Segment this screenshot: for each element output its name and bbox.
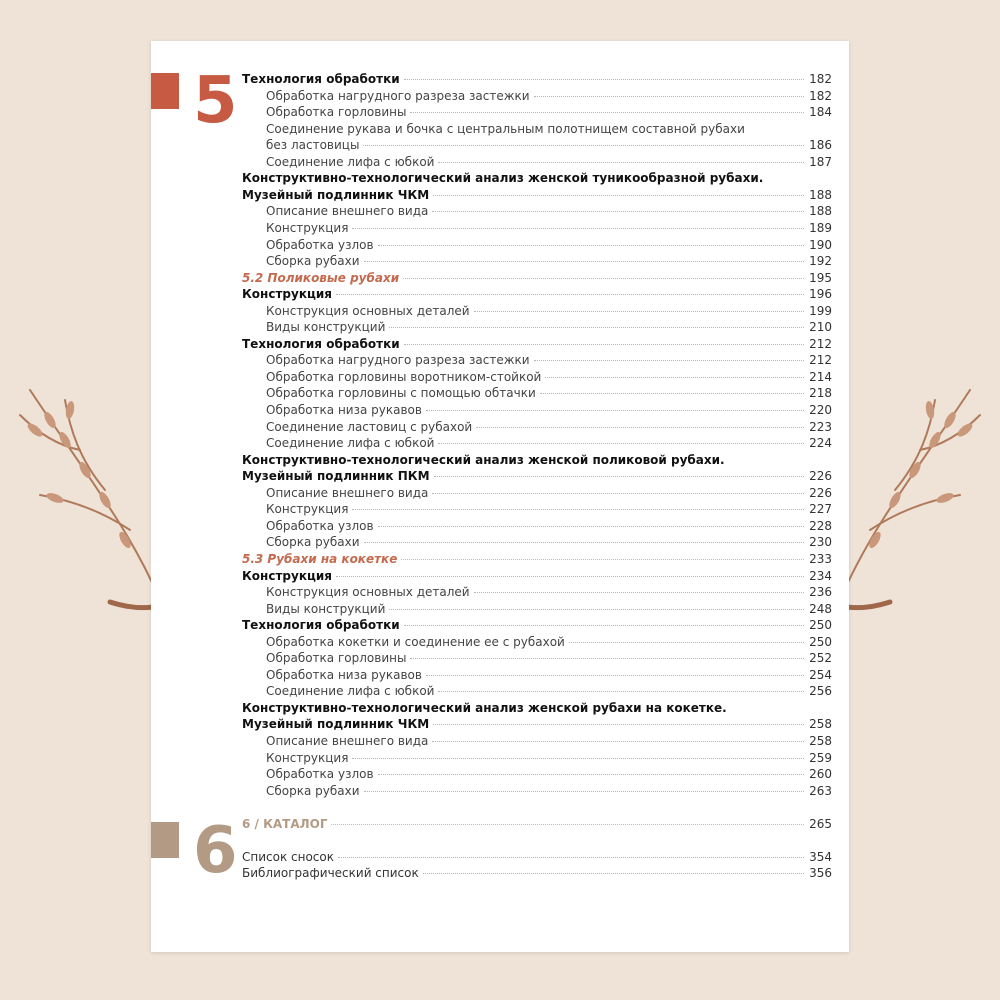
- toc-leader-dots: [403, 278, 804, 279]
- toc-leader-dots: [352, 228, 804, 229]
- toc-entry-title: Обработка нагрудного разреза застежки: [266, 353, 530, 368]
- toc-entry-title: Список сносок: [242, 849, 334, 864]
- toc-leader-dots: [338, 857, 804, 858]
- toc-entry-title: Обработка кокетки и соединение ее с рубахой: [266, 634, 565, 649]
- toc-entry: [242, 369, 832, 386]
- toc-entry-title: Библиографический список: [242, 866, 419, 881]
- toc-entry: [242, 203, 832, 220]
- toc-leader-dots: [336, 294, 804, 295]
- toc-leader-dots: [438, 443, 804, 444]
- toc-page-number: 250: [809, 618, 832, 633]
- toc-page-number: 234: [809, 568, 832, 583]
- toc-entry-title: Обработка горловины воротником-стойкой: [266, 369, 542, 384]
- toc-entry: [242, 137, 832, 154]
- toc-page-number: 259: [809, 750, 832, 765]
- toc-leader-dots: [423, 873, 804, 874]
- toc-entry-title: Обработка узлов: [266, 767, 374, 782]
- toc-leader-dots: [426, 675, 804, 676]
- toc-page-number: 354: [809, 849, 832, 864]
- toc-page-number: 227: [809, 502, 832, 517]
- toc-entry-title: Музейный подлинник ЧКМ: [242, 717, 430, 732]
- toc-entry: [242, 352, 832, 369]
- toc-entry-title: Соединение лифа с юбкой: [266, 154, 435, 169]
- toc-entry: [242, 485, 832, 502]
- toc-entry-title: 5.3 Рубахи на кокетке: [242, 551, 398, 566]
- toc-leader-dots: [404, 625, 804, 626]
- toc-entry-title: Соединение лифа с юбкой: [266, 684, 435, 699]
- toc-entry-title: Конструктивно-технологический анализ женской поликовой рубахи.: [242, 452, 725, 467]
- toc-entry-title: Соединение ластовиц с рубахой: [266, 419, 473, 434]
- toc-page-number: 252: [809, 651, 832, 666]
- toc-leader-dots: [378, 774, 804, 775]
- toc-entry-title: Конструкция: [242, 568, 332, 583]
- toc-page-number: 192: [809, 254, 832, 269]
- toc-leader-dots: [438, 162, 804, 163]
- toc-entry: [242, 816, 832, 833]
- toc-page-number: 182: [809, 88, 832, 103]
- toc-leader-dots: [534, 96, 804, 97]
- toc-leader-dots: [540, 393, 804, 394]
- toc-leader-dots: [378, 526, 804, 527]
- toc-leader-dots: [545, 377, 804, 378]
- toc-entry: [242, 650, 832, 667]
- toc-leader-dots: [432, 741, 804, 742]
- toc-leader-dots: [476, 427, 804, 428]
- toc-page-number: 356: [809, 866, 832, 881]
- toc-leader-dots: [410, 112, 804, 113]
- toc-leader-dots: [410, 658, 804, 659]
- toc-page-number: 224: [809, 436, 832, 451]
- toc-entry-title: Конструктивно-технологический анализ женской туникообразной рубахи.: [242, 171, 764, 186]
- toc-entry: [242, 187, 832, 204]
- toc-entry-title: Описание внешнего вида: [266, 204, 429, 219]
- toc-entry: [242, 270, 832, 287]
- chapter-6-number: 6: [193, 814, 238, 888]
- toc-leader-dots: [434, 476, 804, 477]
- toc-page-number: 212: [809, 336, 832, 351]
- toc-entry: [242, 435, 832, 452]
- chapter-6-marker: [151, 822, 179, 858]
- toc-leader-dots: [426, 410, 804, 411]
- toc-entry: [242, 849, 832, 866]
- toc-leader-dots: [433, 195, 804, 196]
- toc-entry-title: Виды конструкций: [266, 320, 386, 335]
- toc-page-number: 182: [809, 72, 832, 86]
- book-page: [151, 41, 849, 952]
- toc-entry: [242, 452, 832, 469]
- toc-entry: [242, 716, 832, 733]
- toc-entry: [242, 104, 832, 121]
- toc-entry: [242, 88, 832, 105]
- toc-entry-title: 6 / КАТАЛОГ: [242, 816, 328, 831]
- toc-page-number: 218: [809, 386, 832, 401]
- toc-entry: [242, 700, 832, 717]
- toc-page-number: 230: [809, 535, 832, 550]
- toc-leader-dots: [474, 311, 804, 312]
- toc-entry-title: Сборка рубахи: [266, 783, 360, 798]
- toc-entry-title: Музейный подлинник ЧКМ: [242, 187, 430, 202]
- toc-page-number: 188: [809, 204, 832, 219]
- toc-entry-title: Обработка низа рукавов: [266, 667, 422, 682]
- toc-leader-dots: [474, 592, 804, 593]
- toc-entry-title: Конструктивно-технологический анализ женской рубахи на кокетке.: [242, 700, 727, 715]
- toc-leader-dots: [389, 327, 804, 328]
- toc-entry: [242, 733, 832, 750]
- toc-leader-dots: [352, 758, 804, 759]
- toc-page-number: 254: [809, 667, 832, 682]
- toc-entry: [242, 303, 832, 320]
- toc-page-number: 196: [809, 287, 832, 302]
- toc-page-number: 214: [809, 369, 832, 384]
- toc-leader-dots: [331, 824, 804, 825]
- toc-entry-title: Конструкция: [266, 502, 349, 517]
- toc-page-number: 248: [809, 601, 832, 616]
- toc-page-number: 228: [809, 518, 832, 533]
- toc-page-number: 226: [809, 485, 832, 500]
- toc-entry: [242, 170, 832, 187]
- toc-entry-title: 5.2 Поликовые рубахи: [242, 270, 400, 285]
- toc-entry-title: Технология обработки: [242, 618, 400, 633]
- toc-entry-title: Конструкция: [242, 287, 332, 302]
- toc-page-number: 186: [809, 138, 832, 153]
- toc-entry-title: Обработка узлов: [266, 237, 374, 252]
- toc-entry: [242, 601, 832, 618]
- toc-page-number: 256: [809, 684, 832, 699]
- toc-entry: [242, 568, 832, 585]
- toc-entry-title: Технология обработки: [242, 336, 400, 351]
- toc-page-number: 250: [809, 634, 832, 649]
- toc-entry: [242, 501, 832, 518]
- toc-entry-title: Обработка горловины: [266, 105, 407, 120]
- toc-leader-dots: [352, 509, 804, 510]
- toc-leader-dots: [534, 360, 804, 361]
- chapter-5-marker: [151, 73, 179, 109]
- toc-entry: [242, 336, 832, 353]
- toc-leader-dots: [389, 609, 804, 610]
- toc-entry-title: Обработка нагрудного разреза застежки: [266, 88, 530, 103]
- toc-entry: [242, 402, 832, 419]
- toc-entry: [242, 667, 832, 684]
- toc-entry: [242, 766, 832, 783]
- toc-leader-dots: [336, 576, 804, 577]
- toc-entry-title: Соединение рукава и бочка с центральным полотнищем составной рубахи: [266, 121, 745, 136]
- toc-leader-dots: [433, 724, 804, 725]
- toc-entry-title: Сборка рубахи: [266, 535, 360, 550]
- toc-entry: [242, 319, 832, 336]
- toc-entry-title: Конструкция: [266, 220, 349, 235]
- toc-entry: [242, 750, 832, 767]
- toc-entry-title: Обработка низа рукавов: [266, 403, 422, 417]
- toc-entry: [242, 865, 832, 882]
- toc-leader-dots: [364, 791, 804, 792]
- toc-entry-title: Обработка горловины: [266, 651, 407, 666]
- toc-page-number: 223: [809, 419, 832, 434]
- toc-page-number: 258: [809, 734, 832, 748]
- toc-entry: [242, 286, 832, 303]
- toc-leader-dots: [363, 145, 804, 146]
- toc-entry: [242, 419, 832, 436]
- toc-entry: [242, 683, 832, 700]
- toc-entry-title: без ластовицы: [266, 138, 360, 153]
- toc-page-number: 187: [809, 154, 832, 169]
- toc-leader-dots: [401, 559, 804, 560]
- toc-leader-dots: [404, 344, 804, 345]
- toc-leader-dots: [432, 493, 804, 494]
- toc-entry-title: Описание внешнего вида: [266, 734, 429, 748]
- toc-entry: [242, 617, 832, 634]
- toc-page-number: 190: [809, 237, 832, 252]
- toc-entry: [242, 237, 832, 254]
- chapter-5-number: 5: [193, 64, 238, 138]
- toc-leader-dots: [432, 211, 804, 212]
- toc-entry: [242, 634, 832, 651]
- toc-page-number: 258: [809, 717, 832, 732]
- toc-page-number: 195: [809, 270, 832, 285]
- toc-entry: [242, 534, 832, 551]
- toc-page-number: 263: [809, 783, 832, 798]
- toc-entry: [242, 385, 832, 402]
- toc-entry-title: Обработка горловины с помощью обтачки: [266, 386, 536, 401]
- toc-entry: [242, 253, 832, 270]
- toc-entry-title: Описание внешнего вида: [266, 485, 429, 500]
- toc-page-number: 189: [809, 220, 832, 235]
- toc-entry-title: Музейный подлинник ПКМ: [242, 469, 430, 484]
- toc-entry-title: Виды конструкций: [266, 601, 386, 616]
- toc-entry: [242, 783, 832, 800]
- toc-entry: [242, 551, 832, 568]
- toc-page-number: 188: [809, 187, 832, 202]
- toc-entry: [242, 584, 832, 601]
- toc-page-number: 212: [809, 353, 832, 368]
- toc-page-number: 265: [809, 816, 832, 831]
- toc-entry-title: Конструкция: [266, 750, 349, 765]
- toc-leader-dots: [569, 642, 804, 643]
- toc-entry: [242, 71, 832, 88]
- toc-entry: [242, 121, 832, 138]
- toc-leader-dots: [364, 261, 804, 262]
- toc-page-number: 236: [809, 585, 832, 600]
- toc-entry: [242, 518, 832, 535]
- toc-leader-dots: [378, 245, 804, 246]
- toc-page-number: 220: [809, 403, 832, 417]
- toc-leader-dots: [404, 79, 804, 80]
- toc-entry-title: Сборка рубахи: [266, 254, 360, 269]
- toc-entry: [242, 154, 832, 171]
- toc-page-number: 184: [809, 105, 832, 120]
- toc-entry: [242, 468, 832, 485]
- toc-entry: [242, 220, 832, 237]
- toc-page-number: 233: [809, 551, 832, 566]
- toc-leader-dots: [438, 691, 804, 692]
- toc-entry-title: Соединение лифа с юбкой: [266, 436, 435, 451]
- toc-leader-dots: [364, 542, 804, 543]
- toc-page-number: 226: [809, 469, 832, 484]
- toc-page-number: 210: [809, 320, 832, 335]
- toc-entry-title: Конструкция основных деталей: [266, 303, 470, 318]
- toc-entry-title: Обработка узлов: [266, 518, 374, 533]
- toc-page-number: 260: [809, 767, 832, 782]
- toc-entry-title: Технология обработки: [242, 72, 400, 86]
- toc-entry-title: Конструкция основных деталей: [266, 585, 470, 600]
- toc-page-number: 199: [809, 303, 832, 318]
